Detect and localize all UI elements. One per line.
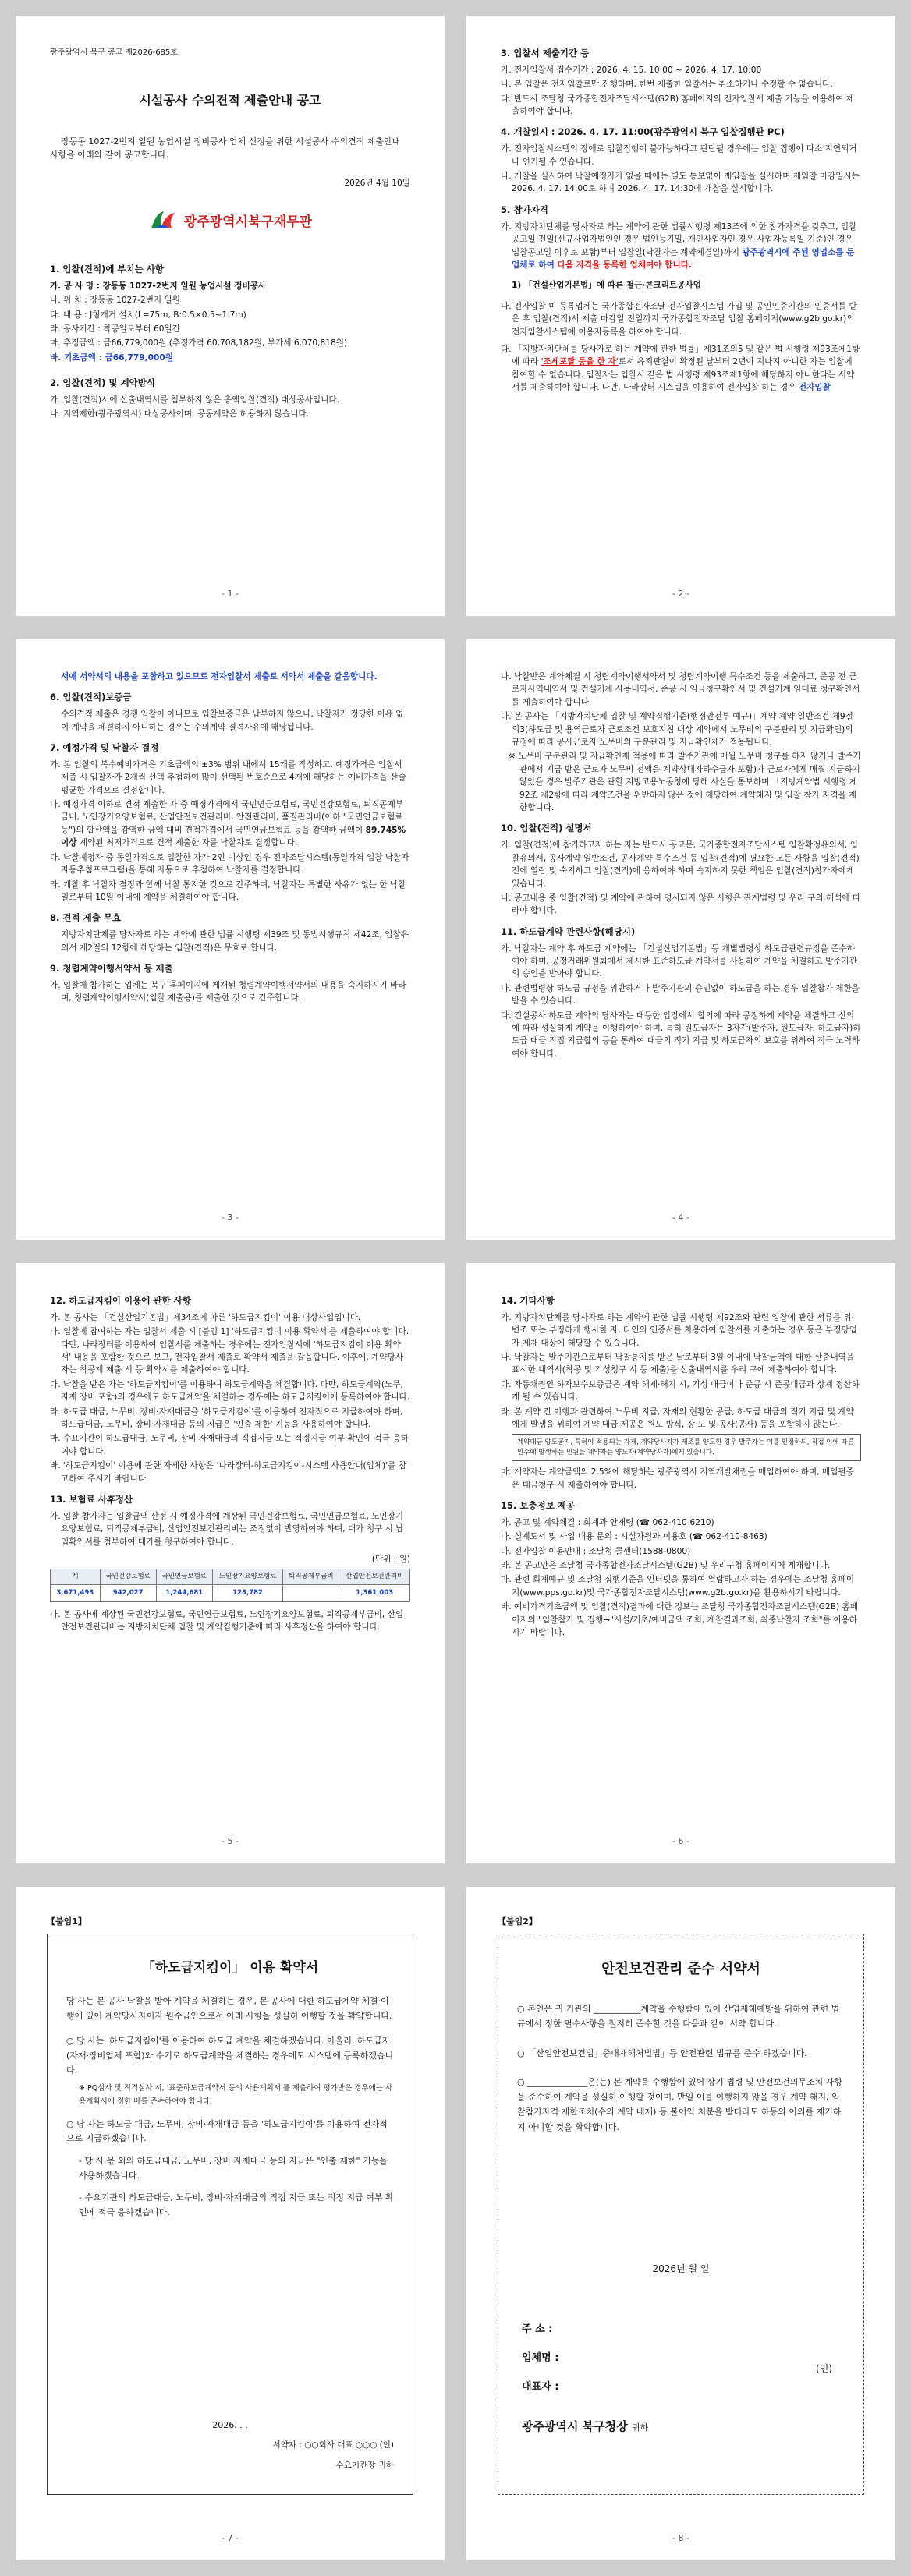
page-3 <box>16 639 445 1240</box>
intro-text: 장등동 1027-2번지 일원 농업시설 정비공사 업체 선정을 위한 시설공사 수의견적 제출안내 사항을 아래와 같이 공고합니다. <box>50 136 401 160</box>
table-cell: 3,671,493 <box>51 1584 101 1601</box>
section-13-title: 13. 보험료 사후정산 <box>50 1494 133 1506</box>
section-2-a: 가. 입찰(견적)서에 산출내역서를 첨부하지 않은 총액입찰(견적) 대상공사입니다. <box>50 395 339 405</box>
table-header-cell: 산업안전보건관리비 <box>339 1569 410 1584</box>
section-7-title: 7. 예정가격 및 낙찰자 결정 <box>50 742 159 754</box>
section-11-a: 가. 낙찰자는 계약 후 하도급 계약에는 「건설산업기본법」등 개별법령상 하도급관련규정을 준수하여야 하며, 공정거래위원회에서 제시한 표준하도급 계약서를 사용하여 계약을 체결하고 발주기관의 승인을 받아야 합니다. <box>501 943 858 979</box>
section-12-e: 마. 수요기관이 하도급대금, 노무비, 장비·자재대금의 직접지급 또는 적정지급 여부 확인에 적극 응하여야 합니다. <box>50 1434 409 1456</box>
section-7-a: 가. 본 입찰의 복수예비가격은 기초금액의 ±3% 범위 내에서 15개를 작성하고, 예정가격은 입찰서 제출 시 입찰자가 2개씩 선택 추첨하여 많이 선택된 번호순으로 4개에 해당하는 예비가격을 산술평균한 가격으로 결정합니다. <box>50 759 406 795</box>
section-14-title: 14. 기타사항 <box>501 1295 555 1306</box>
section-15-a: 가. 공고 및 계약체결 : 회계과 안재령 (☎ 062-410-6210) <box>501 1517 714 1527</box>
pledge-clause-1: ○ 당 사는 '하도급지킴이'를 이용하여 하도급 계약을 체결하겠습니다. 아울러, 하도급자(자재·장비업체 포함)와 수기로 하도급계약을 체결하는 경우에도 시스템에 등록하겠습니다. <box>66 2036 394 2075</box>
pledge-signer: 서약자 : ○○회사 대표 ○○○ (인) <box>272 2440 394 2450</box>
section-14-b: 나. 낙찰자는 발주기관으로부터 낙찰통지를 받은 날로부터 3일 이내에 낙찰금액에 대한 산출내역을 표시한 내역서(착공 및 기성청구 시 등 제출)를 산출내역서를 우리 구에 제출하여야 합니다. <box>501 1353 855 1375</box>
section-4-title: 4. 개찰일시 : 2026. 4. 17. 11:00(광주광역시 북구 입찰집행관 PC) <box>501 126 785 138</box>
section-11-b: 나. 관련법령상 하도급 규정을 위반하거나 발주기관의 승인없이 하도급을 하는 경우 입찰참가 제한을 받을 수 있습니다. <box>501 983 860 1007</box>
safety-title: 안전보건관리 준수 서약서 <box>601 1961 760 1977</box>
section-1-a: 가. 공 사 명 : 장등동 1027-2번지 일원 농업시설 정비공사 <box>50 281 267 291</box>
doc-number: 광주광역시 북구 공고 제2026-685호 <box>50 48 178 57</box>
safety-clause-3: ○ ______________은(는) 본 계약을 수행함에 있어 상기 법령 및 안전보건의무조치 사항을 준수하여 계약을 성실히 이행할 것이며, 만일 이를 이행하지 않을 경우 계약 해지, 입찰참가자격 제한조치(수의 계약 배제) 등 불이익 처분을 받더라도 하등의 이의를 제기하지 아니할 것을 확약합니다. <box>517 2076 843 2132</box>
safety-clause-1: ○ 본인은 귀 기관의 ___________계약을 수행함에 있어 산업재해예방을 위하여 관련 법규에서 정한 필수사항을 철저히 준수할 것을 다음과 같이 서약 합니다. <box>517 2004 840 2029</box>
section-1-c: 다. 내 용 : J형개거 설치(L=75m, B:0.5×0.5~1.7m) <box>50 310 246 320</box>
continued-text: 서에 서약서의 내용을 포함하고 있으므로 전자입찰서 제출로 서약서 제출을 갈음합니다. <box>61 672 378 681</box>
page-7 <box>16 1887 445 2560</box>
address-label: 주 소 : <box>522 2323 553 2335</box>
section-14-c: 다. 자동채권인 하자보수보증금은 계약 해제·해지 시, 기성 대금이나 준공 시 준공대금과 상계 정산하게 될 수 있습니다. <box>501 1379 860 1403</box>
page-2 <box>466 16 895 616</box>
section-15-b: 나. 설계도서 및 사업 내용 문의 : 시설자원과 이용호 (☎ 062-410-8463) <box>501 1532 767 1542</box>
table-cell: 942,027 <box>100 1584 156 1601</box>
section-9-c: 다. 본 공사는 「지방자치단체 입찰 및 계약집행기준(행정안전부 예규)」계약 계약 일반조건 제9절의3(하도급 및 용역근로자 근로조건 보호지침 대상 계약에서 노무비의 구분관리 및 지급확인)의 규정에 따라 공사근로자 노무비의 구분관리 및 지급확인제가 적용됩니다. <box>501 712 853 748</box>
org-name: 광주광역시북구재무관 <box>183 214 313 230</box>
section-12-c: 다. 낙찰을 받은 자는 '하도급지킴이'를 이용하여 하도급계약을 체결합니다. 다만, 하도급계약(노무, 자재 장비 포함)의 경우에도 하도급계약을 체결하는 경우에는 하도급지킴이에 등록하여야 합니다. <box>50 1379 410 1403</box>
section-12-b: 나. 입찰에 참여하는 자는 입찰서 제출 시 [붙임 1] '하도급지킴이 이용 확약서'를 제출하여야 합니다. 다만, 나라장터를 이용하여 입찰서를 제출하는 경우에는 전자입찰서에 '하도급지킴이 이용 확약서' 내용을 포함한 것으로 보고, 전자입찰서 제출로 확약서 제출을 갈음합니다. 이후에, 계약당사자는 착공계 제출 시 등 확약서를 제출하여야 합니다. <box>50 1327 409 1375</box>
page-number: - 7 - <box>222 2533 239 2543</box>
representative-label: 대표자 : <box>522 2381 559 2393</box>
section-12-a: 가. 본 공사는 「건설산업기본법」제34조에 따른 '하도급지킴이' 이용 대상사업입니다. <box>50 1312 361 1322</box>
table-header-row <box>51 1569 410 1584</box>
page-5 <box>16 1263 445 1863</box>
page-number: - 8 - <box>672 2533 689 2543</box>
table-unit: (단위 : 원) <box>371 1555 410 1565</box>
page-6 <box>466 1263 895 1863</box>
section-12-f: 바. '하도급지킴이' 이용에 관한 자세한 사항은 '나라장터-하도급지킴이-시스템 사용안내(업체)'를 참고하여 주시기 바랍니다. <box>50 1461 406 1484</box>
section-1-title: 1. 입찰(견적)에 부치는 사항 <box>50 264 164 274</box>
section-3-b: 나. 본 입찰은 전자입찰로만 진행하며, 한번 제출한 입찰서는 취소하거나 수정할 수 없습니다. <box>501 80 833 90</box>
section-2-title: 2. 입찰(견적) 및 계약방식 <box>50 377 155 389</box>
section-6-title: 6. 입찰(견적)보증금 <box>50 692 132 703</box>
section-13-b: 나. 본 공사에 계상된 국민건강보험료, 국민연금보험료, 노인장기요양보험료, 퇴직공제부금비, 산업안전보건관리비는 지방자치단체 입찰 및 계약집행기준에 따라 사후정산을 하여야 합니다. <box>50 1609 404 1633</box>
pledge-clause-2-a: - 당 사 몫 외의 하도급대금, 노무비, 장비·자재대금 등의 지급은 "인출 제한" 기능을 사용하겠습니다. <box>79 2156 388 2181</box>
bukgu-logo-icon <box>148 208 179 232</box>
section-15-f: 바. 예비가격기초금액 및 입찰(견적)결과에 대한 정보는 조달청 국가종합전자조달시스템(G2B) 홈페이지의 "입찰참가 및 집행→"시설/기초/예비금액 조회, 개찰결과조회, 최종낙찰자 조회"를 이용하시기 바랍니다. <box>501 1602 858 1637</box>
section-9-b: 나. 낙찰받은 계약체결 시 청렴계약이행서약서 및 청렴계약이행 특수조건 등을 제출하고, 준공 전 근로자사역내역서 및 건설기계 사용내역서, 준공 시 임금청구확인서 및 건설기계 임대료 청구확인서를 제출하여야 합니다. <box>501 672 860 707</box>
pledge-box <box>47 1934 413 2495</box>
safety-recipient: 광주광역시 북구청장 귀하 <box>522 2419 649 2433</box>
pledge-recipient: 수요기관장 귀하 <box>335 2461 394 2470</box>
section-2-b: 나. 지역제한(광주광역시) 대상공사이며, 공동계약은 허용하지 않습니다. <box>50 409 309 419</box>
section-8-title: 8. 견적 제출 무효 <box>50 912 122 924</box>
section-15-d: 라. 본 공고안은 조달청 국가종합전자조달시스템(G2B) 및 우리구청 홈페이지에 게재합니다. <box>501 1560 831 1570</box>
section-5-title: 5. 참가자격 <box>501 203 548 215</box>
section-13-a: 가. 입찰 참가자는 입찰금액 산정 시 예정가격에 계상된 국민건강보험료, 국민연금보험료, 노인장기요양보험료, 퇴직공제부금비, 산업안전보건관리비는 조정없이 반영하여야 하며, 대가 청구 시 납입확인서를 첨부하여 대가를 청구하여야 합니다. <box>50 1511 404 1547</box>
table-header-cell: 퇴직공제부금비 <box>283 1569 339 1584</box>
table-header-cell: 계 <box>51 1569 101 1584</box>
section-14-e: 마. 계약자는 계약금액의 2.5%에 해당하는 광주광역시 지역개발채권을 매입하여야 하며, 매입필증은 대금청구 시 제출하여야 합니다. <box>501 1467 854 1490</box>
section-3-c: 다. 반드시 조달청 국가종합전자조달시스템(G2B) 홈페이지의 전자입찰서 제출 기능을 이용하여 제출하여야 합니다. <box>501 94 855 117</box>
pledge-clause-2: ○ 당 사는 하도급 대금, 노무비, 장비·자재대금 등을 '하도급지킴이'를 이용하여 전자적으로 지급하겠습니다. <box>66 2118 388 2144</box>
table-header-cell: 국민연금보험료 <box>156 1569 212 1584</box>
section-9-a: 가. 입찰에 참가하는 업체는 북구 홈페이지에 게재된 청렴계약이행서약서의 내용을 숙지하시기 바라며, 청렴계약이행서약서(입찰 제출용)를 제출한 것으로 간주합니다. <box>50 980 406 1003</box>
section-11-c: 다. 건설공사 하도급 계약의 당사자는 대등한 입장에서 합의에 따라 공정하게 계약을 체결하고 신의에 따라 성실하게 계약을 이행하여야 하며, 특히 원도급자는 3자간(발주자, 원도급자, 하도급자)하도급 대금 직접 지급합의 등을 통하여 대금의 적기 지급 및 하도급자의 보호를 위하여 적극 노력하여야 합니다. <box>501 1010 861 1059</box>
section-1-b: 나. 위 치 : 장등동 1027-2번지 일원 <box>50 295 180 306</box>
section-4-b: 나. 개찰을 실시하여 낙찰예정자가 없을 때에는 별도 통보없이 재입찰을 실시하며 재입찰 마감일시는 2026. 4. 17. 14:00로 하며 2026. 4. 17. 14:30에 개찰을 실시합니다. <box>501 172 860 194</box>
safety-clause-2: ○ 「산업안전보건법」중대재해처벌법」등 안전관련 법규를 준수 하겠습니다. <box>517 2047 807 2058</box>
table-header-cell: 노인장기요양보험료 <box>212 1569 283 1584</box>
company-label: 업체명 : <box>522 2352 559 2364</box>
page-title: 시설공사 수의견적 제출안내 공고 <box>139 92 321 108</box>
section-12-title: 12. 하도급지킴이 이용에 관한 사항 <box>50 1295 191 1306</box>
page-8 <box>466 1887 895 2560</box>
section-3-title: 3. 입찰서 제출기간 등 <box>501 48 590 58</box>
note-box: 계약대금 양도공지, 특허이 적용되는 자재, 계약당사자가 제조를 양도한 경우 발주자는 이를 인정하되, 직접 이에 따른 인수에 발생하는 민원을 계약자는 양도자(계약당사자)에게 있습니다. <box>512 1434 861 1461</box>
section-7-d: 라. 개찰 후 낙찰자 결정과 함께 낙찰 통지한 것으로 간주하며, 낙찰자는 특별한 사유가 없는 한 낙찰일로부터 10일 이내에 계약을 체결하여야 합니다. <box>50 879 406 902</box>
section-15-e: 마. 관련 회계예규 및 조달청 집행기준을 인터넷을 통하여 열람하고자 하는 경우에는 조달청 홈페이지(www.pps.go.kr)및 국가종합전자조달시스템(www.g2b.go.kr)을 활용하시기 바랍니다. <box>501 1575 855 1598</box>
org-signature <box>50 208 410 232</box>
section-5-license: 1) 「건설산업기본법」에 따른 철근·콘크리트공사업 <box>512 281 701 291</box>
page-number: - 5 - <box>222 1836 239 1846</box>
section-14-d: 라. 본 계약 건 이행과 관련하여 노무비 지급, 자재의 현황한 공급, 하도급 대금의 적기 지급 및 계약에게 발생을 위하여 계약 대금 제공은 원도 방식, 장·도 및 공사(공사) 등을 포함하지 않는다. <box>501 1407 854 1430</box>
section-5-b: 나. 전자입찰 미 등록업체는 국가종합전자조달 전자입찰시스템 가입 및 공인인증기관의 인증서를 받은 후 입찰(견적)서 제출 마감일 전일까지 국가종합전자조달 입찰 홈페이지(www.g2b.go.kr)의 전자입찰시스템에 이용자등록을 하여야 합니다. <box>501 301 857 337</box>
pledge-title: 「하도급지킴이」 이용 확약서 <box>141 1960 319 1976</box>
section-14-a: 가. 지방자치단체를 당사자로 하는 계약에 관한 법률 시행령 제92조와 관련 입찰에 관한 서류를 위·변조 또는 부정하게 행사한 자, 타인의 인증서를 차용하여 입찰서를 제출하는 경우 등은 부정당업자 제재 대상에 해당할 수 있습니다. <box>501 1312 857 1348</box>
section-3-a: 가. 전자입찰서 접수기간 : 2026. 4. 15. 10:00 ~ 2026. 4. 17. 10:00 <box>501 65 762 75</box>
attachment-tag: 【붙임2】 <box>498 1916 537 1927</box>
table-row <box>51 1584 410 1601</box>
section-10-a: 가. 입찰(견적)에 참가하고자 하는 자는 반드시 공고문, 국가종합전자조달시스템 입찰확정유의서, 입찰유의서, 공사계약 일반조건, 공사계약 특수조건 등 입찰(견적)에 필요한 모든 사항을 입찰(견적)전에 열람 및 숙지하고 입찰(견적)에 응하여야 하며 숙지하지 못한 책임은 입찰(견적)참가자에게 있습니다. <box>501 840 860 889</box>
section-8-a: 지방자치단체를 당사자로 하는 계약에 관한 법률 시행령 제39조 및 동법시행규칙 제42조, 입찰유의서 제2절의 12항에 해당하는 입찰(견적)은 무효로 합니다. <box>61 930 409 953</box>
table-header-cell: 국민건강보험료 <box>100 1569 156 1584</box>
section-5-a: 가. 지방자치단체를 당사자로 하는 계약에 관한 법률시행령 제13조에 의한 참가자격을 갖추고, 입찰공고일 전일(신규사업자법인인 경우 법인등기일, 개인사업자인 경우 사업자등록일 기준)인 경우 입찰공고일 이후로 포함)부터 입찰일(낙찰자는 계약체결일)까지 광주광역시에 주된 영업소를 둔 업체로 하여 다음 자격을 등록한 업체여야 합니다. <box>501 221 857 270</box>
section-12-d: 라. 하도급 대금, 노무비, 장비·자재대금을 '하도급지킴이'를 이용하여 전자적으로 지급하여야 하며, 하도급대금, 노무비, 장비·자재대금 등의 지급은 '인출 제한' 기능을 사용하여야 합니다. <box>50 1407 403 1430</box>
section-10-b: 나. 공고내용 중 입찰(견적) 및 계약에 관하여 명시되지 않은 사항은 관계법령 및 우리 구의 해석에 따라야 합니다. <box>501 893 861 916</box>
section-15-title: 15. 보충정보 제공 <box>501 1499 576 1511</box>
section-15-c: 다. 전자입찰 이용안내 : 조달청 콜센터(1588-0800) <box>501 1546 691 1556</box>
section-1-e: 마. 추정금액 : 금66,779,000원 (추정가격 60,708,182원, 부가세 6,070,818원) <box>50 338 348 349</box>
page-number: - 3 - <box>222 1212 239 1223</box>
page-number: - 4 - <box>672 1212 689 1223</box>
insurance-table <box>50 1569 410 1602</box>
attachment-tag: 【붙임1】 <box>47 1916 87 1927</box>
table-cell: 123,782 <box>212 1584 283 1601</box>
representative-seal: (인) <box>816 2363 832 2374</box>
safety-date: 2026년 월 일 <box>652 2263 710 2274</box>
section-1-f: 바. 기초금액 : 금66,779,000원 <box>50 352 173 363</box>
section-7-b: 나. 예정가격 이하로 견적 제출한 자 중 예정가격에서 국민연금보험료, 국민건강보험료, 퇴직공제부금비, 노인장기요양보험료, 산업안전보건관리비, 안전관리비, 품질관리비(이하 "국민연금보험료 등")의 합산액을 감액한 금액 대비 견적가격에서 국민연금보험료 등을 감액한 금액이 89.745%이상 계약된 최저가격으로 견적 제출한 자를 낙찰자로 결정합니다. <box>50 800 406 848</box>
page-number: - 2 - <box>672 589 689 599</box>
pledge-date: 2026. . . <box>212 2420 248 2430</box>
page-1 <box>16 16 445 616</box>
section-1-d: 라. 공사기간 : 착공일로부터 60일간 <box>50 324 180 334</box>
pledge-clause-1-note: ※ PQ심사 및 적격심사 시, '표준하도급계약서 등의 사용계획서'를 제출하여 평가받은 경우에는 사용계획서에 정한 바를 준수하여야 합니다. <box>79 2084 393 2106</box>
pledge-intro: 당 사는 본 공사 낙찰을 받아 계약을 체결하는 경우, 본 공사에 대한 하도급계약 체결·이행에 있어 계약당사자이자 원수급인으로서 아래 사항을 성실히 이행할 것을 확약합니다. <box>66 1996 392 2021</box>
section-7-c: 다. 낙찰예정자 중 동일가격으로 입찰한 자가 2인 이상인 경우 전자조달시스템(동일가격 입찰 낙찰자 자동추첨프로그램)을 통해 자동으로 추첨하여 낙찰자를 결정합니다. <box>50 852 409 876</box>
section-10-title: 10. 입찰(견적) 설명서 <box>501 823 592 834</box>
section-6-a: 수의견적 제출은 경쟁 입찰이 아니므로 입찰보증금은 납부하지 않으나, 낙찰자가 정당한 이유 없이 계약을 체결하지 아니하는 경우는 수의계약 결격사유에 해당됩니다. <box>61 709 404 732</box>
pledge-clause-2-b: - 수요기관의 하도급대금, 노무비, 장비·자재대금의 직접 지급 또는 적정 지급 여부 확인에 적극 응하겠습니다. <box>79 2192 394 2218</box>
section-9-d: ※ 노무비 구분관리 및 지급확인제 적용에 따라 발주기관에 매월 노무비 청구를 하지 않거나 발주기관에서 지급 받은 근로자 노무비 전액을 계약상대자하수급자 포함)가 근로자에게 매월 지급하지 않았을 경우 발주기관은 관할 지방고용노동청에 당해 사실을 통보하며 「지방계약법 시행령 제92조 제2항에 따라 계약조건을 위반하지 않은 것에 해당하여 계약해지 및 입찰 참가 자격을 제한합니다. <box>509 752 861 813</box>
page-number: - 1 - <box>222 589 239 599</box>
section-11-title: 11. 하도급계약 관련사항(해당시) <box>501 925 636 937</box>
table-cell: 1,244,681 <box>156 1584 212 1601</box>
section-4-a: 가. 전자입찰시스템의 장애로 입찰집행이 불가능하다고 판단될 경우에는 입찰 집행이 다소 지연되거나 연기될 수 있습니다. <box>501 144 857 167</box>
table-cell <box>283 1584 339 1601</box>
notice-date: 2026년 4월 10일 <box>344 178 410 188</box>
page-4 <box>466 639 895 1240</box>
table-cell: 1,361,003 <box>339 1584 410 1601</box>
safety-box <box>498 1934 864 2495</box>
section-9-title: 9. 청렴계약이행서약서 등 제출 <box>50 962 173 974</box>
page-number: - 6 - <box>672 1836 689 1846</box>
section-5-c: 다. 「지방자치단체를 당사자로 하는 계약에 관한 법률」제31조의5 및 같은 법 시행령 제93조제1항에 따라 '조세포탈 등을 한 자'로서 유죄판결이 확정된 날부터 2년이 지나지 아니한 자는 입찰에 참여할 수 없습니다. 입찰자는 입찰시 같은 법 시행령 제93조제1항에 해당하지 아니한다는 서약서를 제출하여야 합니다. 다만, 나라장터 시스템을 이용하여 전자입찰 하는 경우 전자입찰 <box>501 344 860 393</box>
